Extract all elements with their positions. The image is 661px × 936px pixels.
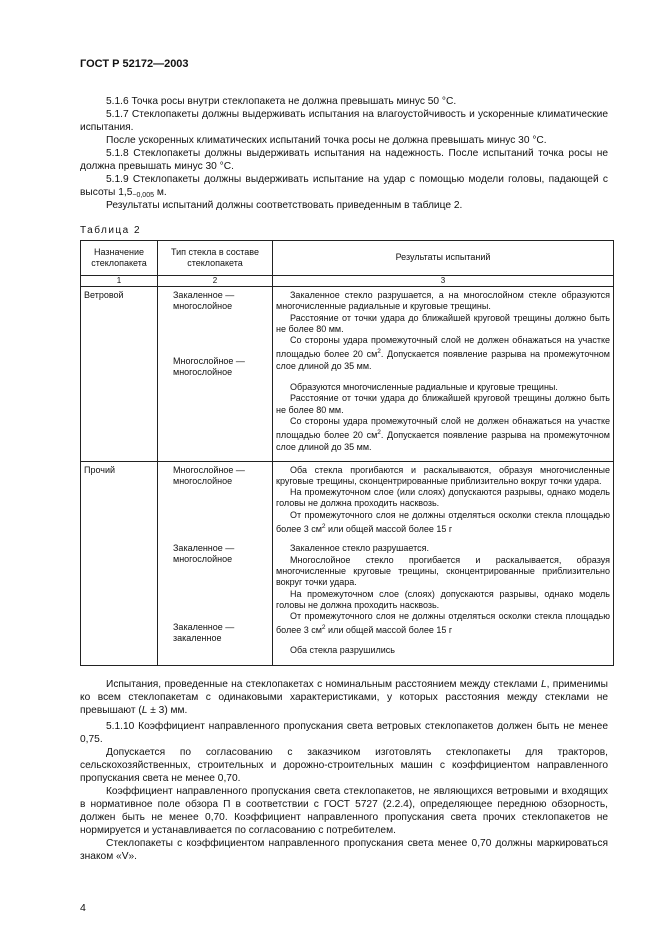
result-block: Оба стекла разрушились [290, 644, 395, 655]
clause-5-1-8: 5.1.8 Стеклопакеты должны выдерживать испытания на надежность. После испытаний точка росы не должна превышать минус 30 °С. [80, 148, 608, 172]
paragraph-applicability: Испытания, проведенные на стеклопакетах с номинальным расстоянием между стеклами L, применимы ко всем стеклопакетам с одинаковыми характеристиками, у которых расстояния между стеклами не превышают (L ± 3) мм. [80, 679, 608, 716]
clause-5-1-6: 5.1.6 Точка росы внутри стеклопакета не должна превышать минус 50 °С. [106, 96, 457, 107]
purpose-cell: Прочий [84, 464, 116, 475]
purpose-cell: Ветровой [84, 290, 124, 300]
glass-type-cell: Закаленное — закаленное [173, 621, 235, 644]
result-block: Оба стекла прогибаются и раскалываются, образуя многочисленные круговые трещины, сконцентрированные приблизительно вокруг точки удара. На промежуточном слое (или слоях) допускаются разрывы, однако модель головы не должна проходить насквозь. От промежуточного слоя не должны отделяться осколки стекла площадью более 3 $см^2$ или общей массой более 15 г [276, 464, 610, 535]
result-block: Образуются многочисленные радиальные и круговые трещины. Расстояние от точки удара до ближайшей круговой трещины должно быть не более 80 мм. Со стороны удара промежуточный слой не должен обнажаться на участке площадью более 20 $см^2$. Допускается появление разрыва на промежуточном слое длиной до 35 мм. [276, 382, 610, 452]
clause-5-1-10: 5.1.10 Коэффициент направленного пропускания света ветровых стеклопакетов должен быть не менее 0,75. [80, 721, 608, 745]
column-number: 3 [273, 276, 614, 287]
table-row [81, 461, 614, 665]
document-header: ГОСТ Р 52172—2003 [80, 58, 189, 70]
results-table [80, 240, 614, 666]
clause-5-1-9-note: Результаты испытаний должны соответствовать приведенным в таблице 2. [106, 200, 463, 211]
glass-type-cell: Закаленное — многослойное [173, 290, 235, 312]
table-caption: Таблица 2 [80, 225, 142, 236]
table-header-purpose: Назначение стеклопакета [81, 241, 158, 276]
clause-5-1-9: 5.1.9 Стеклопакеты должны выдерживать испытание на удар с помощью модели головы, падающей с высоты $1,5_{-0,005}$ м. [80, 174, 608, 199]
page-number: 4 [80, 902, 86, 914]
paragraph-tractors: Допускается по согласованию с заказчиком изготовлять стеклопакеты для тракторов, сельскохозяйственных, строительных и дорожно-строительных машин с коэффициентом направленного пропускания света не менее 0,70. [80, 747, 608, 784]
glass-type-cell: Многослойное — многослойное [173, 464, 245, 486]
column-number: 1 [81, 276, 158, 287]
glass-type-cell: Многослойное — многослойное [173, 355, 245, 377]
column-number: 2 [158, 276, 273, 287]
paragraph-transmittance: Коэффициент направленного пропускания света стеклопакетов, не являющихся ветровыми и входящих в нормативное поле обзора П в соответствии с ГОСТ 5727 (2.2.4), определяющее переднюю обзорность, должен быть не менее 0,70. Коэффициент направленного пропускания света прочих стеклопакетов не нормируется и устанавливается по согласованию с потребителем. [80, 786, 608, 836]
table-header-glass-type: Тип стекла в составе стеклопакета [158, 241, 273, 276]
clause-5-1-7: 5.1.7 Стеклопакеты должны выдерживать испытания на влагоустойчивость и ускоренные климатические испытания. [80, 109, 608, 133]
glass-type-cell: Закаленное — многослойное [173, 543, 235, 565]
clause-5-1-7-note: После ускоренных климатических испытаний точка росы не должна превышать минус 30 °С. [106, 135, 547, 146]
result-block: Закаленное стекло разрушается. Многослойное стекло прогибается и раскалывается, образуя многочисленные круговые трещины, сконцентрированные приблизительно вокруг точки удара. На промежуточном слое (слоях) допускаются разрывы, однако модель головы не должна проходить насквозь. От промежуточного слоя не должны отделяться осколки стекла площадью более 3 $см^2$ или общей массой более 15 г [276, 543, 610, 636]
table-header-results: Результаты испытаний [273, 241, 614, 276]
paragraph-marking: Стеклопакеты с коэффициентом направленного пропускания света менее 0,70 должны маркироваться знаком «V». [80, 838, 608, 862]
table-row [81, 287, 614, 462]
result-block: Закаленное стекло разрушается, а на многослойном стекле образуются многочисленные радиальные и круговые трещины. Расстояние от точки удара до ближайшей круговой трещины должно быть не более 80 мм. Со стороны удара промежуточный слой не должен обнажаться на участке площадью более 20 $см^2$. Допускается появление разрыва на промежуточном слое длиной до 35 мм. [276, 290, 610, 371]
